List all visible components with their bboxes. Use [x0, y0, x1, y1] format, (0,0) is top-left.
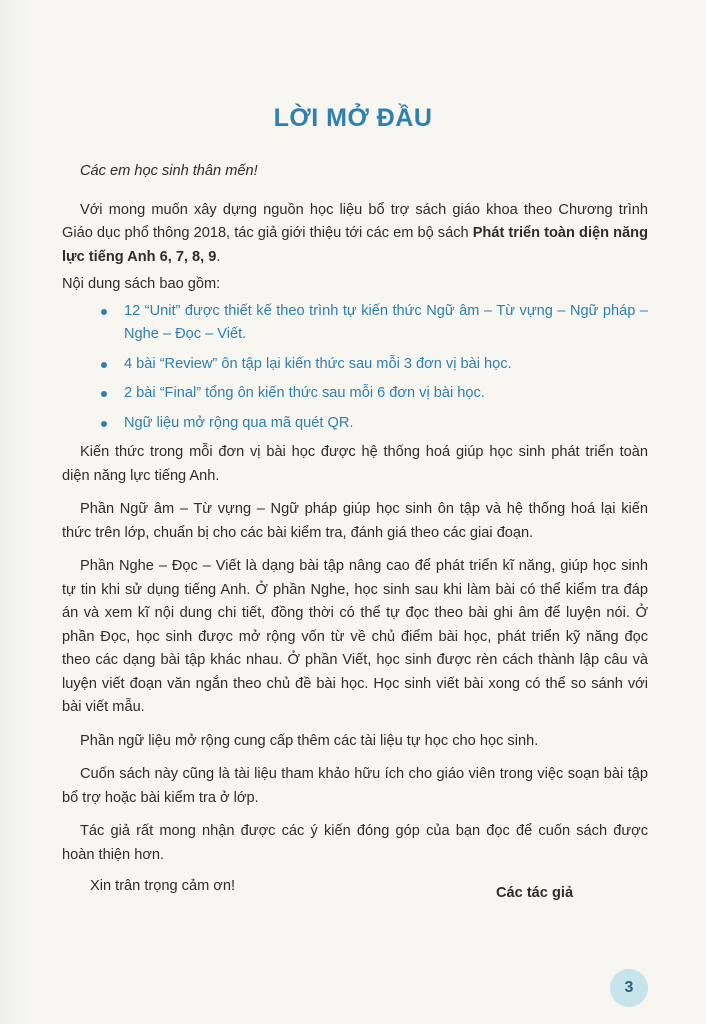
paragraph: Phần Ngữ âm – Từ vựng – Ngữ pháp giúp học sinh ôn tập và hệ thống hoá lại kiến thức trên lớp, chuẩn bị cho các bài kiểm tra, đánh giá theo các giai đoạn. [62, 501, 648, 541]
preface-content [62, 160, 648, 899]
paragraph: Cuốn sách này cũng là tài liệu tham khảo hữu ích cho giáo viên trong việc soạn bài tập bổ trợ hoặc bài kiểm tra ở lớp. [62, 766, 648, 806]
content-list [62, 300, 648, 436]
greeting: Các em học sinh thân mến! [80, 163, 258, 179]
page-title: LỜI MỞ ĐẦU [273, 104, 433, 132]
paragraph: Phần Nghe – Đọc – Viết là dạng bài tập nâng cao để phát triển kĩ năng, giúp học sinh tự tin khi sử dụng tiếng Anh. Ở phần Nghe, học sinh sau khi làm bài có thể kiểm tra đáp án và xem kĩ nội dung chi tiết, đồng thời có thể tự đọc theo bài ghi âm để luyện nói. Ở phần Đọc, học sinh được mở rộng vốn từ về chủ điểm bài học, phát triển kỹ năng đọc theo các dạng bài tập khác nhau. Ở phần Viết, học sinh được rèn cách thành lập câu và luyện viết đoạn văn ngắn theo chủ đề bài học. Học sinh viết bài xong có thể so sánh với bài viết mẫu. [62, 558, 648, 715]
list-item: 2 bài “Final” tổng ôn kiến thức sau mỗi 6 đơn vị bài học. [124, 382, 648, 406]
page-number: 3 [610, 969, 648, 1007]
book-series-name: Phát triển toàn diện năng lực tiếng Anh 6, 7, 8, 9 [62, 225, 648, 265]
list-item: Ngữ liệu mở rộng qua mã quét QR. [124, 412, 648, 436]
signature: Các tác giả [496, 885, 574, 901]
content-intro: Nội dung sách bao gồm: [62, 276, 221, 292]
thanks-line: Xin trân trọng cảm ơn! [90, 878, 236, 894]
intro-end: . [216, 248, 221, 265]
intro-paragraph [62, 199, 648, 270]
paragraph: Tác giả rất mong nhận được các ý kiến đóng góp của bạn đọc để cuốn sách được hoàn thiện hơn. [62, 823, 648, 863]
paragraph: Phần ngữ liệu mở rộng cung cấp thêm các tài liệu tự học cho học sinh. [80, 732, 539, 749]
paragraph: Kiến thức trong mỗi đơn vị bài học được hệ thống hoá giúp học sinh phát triển toàn diện năng lực tiếng Anh. [62, 444, 648, 484]
list-item: 4 bài “Review” ôn tập lại kiến thức sau mỗi 3 đơn vị bài học. [124, 353, 648, 377]
intro-text: Với mong muốn xây dựng nguồn học liệu bổ trợ sách giáo khoa theo Chương trình Giáo dục phổ thông 2018, tác giả giới thiệu tới các em bộ sách [62, 201, 648, 241]
list-item: 12 “Unit” được thiết kế theo trình tự kiến thức Ngữ âm – Từ vựng – Ngữ pháp – Nghe – Đọc – Viết. [124, 300, 648, 347]
